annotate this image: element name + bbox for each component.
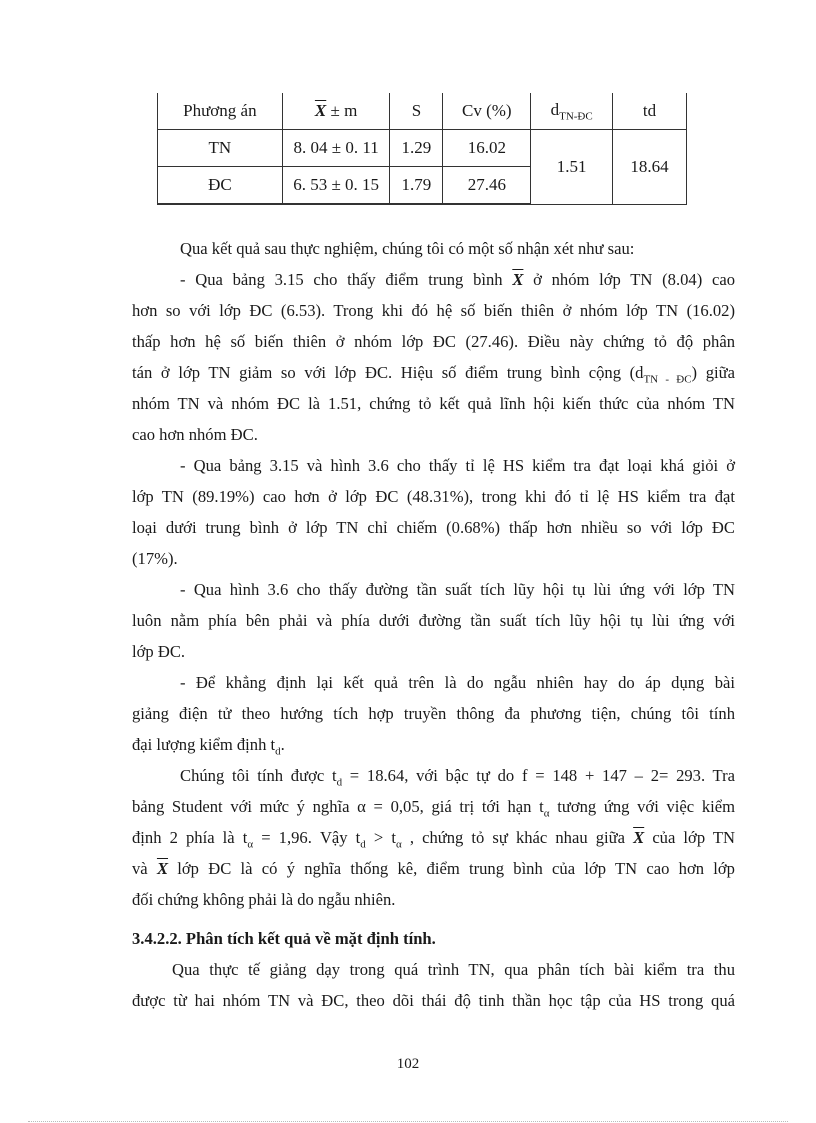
header-phuong-an: Phương án (158, 93, 283, 130)
header-d (531, 93, 613, 130)
header-mean-label: ± m (330, 101, 358, 120)
text-line: lớp ĐC. (132, 642, 186, 661)
x-bar-symbol: $\overline{X}$ (314, 101, 327, 120)
text-line: thấp hơn hệ số biến thiên ở nhóm lớp ĐC (27.46). Điều này chứng tỏ độ phân (132, 332, 735, 351)
text-span: của lớp TN (652, 828, 736, 847)
text-span: = 18.64, với bậc tự do f = 148 + 147 – 2= 293. Tra (342, 766, 735, 785)
text-line: luôn nằm phía bên phải và phía dưới đường tần suất tích lũy hội tụ lùi ứng với (132, 611, 735, 630)
header-cv: Cv (%) (443, 93, 531, 130)
header-d-subscript: TN-ĐC (559, 110, 593, 123)
text-line: (17%). (132, 549, 178, 568)
subscript: α (395, 838, 402, 851)
text-span: tán ở lớp TN giảm so với lớp ĐC. Hiệu số điểm trung bình cộng (d (132, 363, 644, 382)
text-line (132, 729, 735, 760)
text-line: cao hơn nhóm ĐC. (132, 425, 258, 444)
x-bar-symbol: $\overline{X}$ (633, 828, 645, 847)
cell-group: TN (158, 130, 283, 167)
cell-cv: 27.46 (443, 167, 531, 205)
text-line: - Qua bảng 3.15 và hình 3.6 cho thấy tỉ lệ HS kiểm tra đạt loại khá giỏi ở (180, 456, 735, 475)
page-number: 102 (396, 1056, 420, 1072)
text-line: - Qua hình 3.6 cho thấy đường tần suất tích lũy hội tụ lùi ứng với lớp TN (180, 580, 735, 599)
cell-group: ĐC (158, 167, 283, 205)
cell-mean: 6. 53 ± 0. 15 (282, 167, 390, 205)
text-line: lớp TN (89.19%) cao hơn ở lớp ĐC (48.31%), trong khi đó tỉ lệ HS kiểm tra đạt (132, 487, 735, 506)
subscript: α (247, 838, 254, 851)
cell-d-value: 1.51 (531, 130, 613, 205)
text-span: . (280, 735, 285, 754)
text-line: Qua thực tế giảng dạy trong quá trình TN, qua phân tích bài kiểm tra thu (172, 960, 735, 979)
cell-td-value: 18.64 (613, 130, 687, 205)
cell-s: 1.29 (390, 130, 443, 167)
x-bar-symbol: $\overline{X}$ (512, 270, 524, 289)
header-d-label: d (550, 99, 560, 119)
text-line (132, 791, 735, 822)
text-line (132, 822, 735, 853)
text-span: và (132, 859, 148, 878)
text-line: giảng điện tử theo hướng tích hợp truyền thông đa phương tiện, chúng tôi tính (132, 704, 735, 723)
text-span: - Qua bảng 3.15 cho thấy điểm trung bình (180, 270, 503, 289)
text-line (132, 853, 735, 884)
header-mean (282, 93, 390, 130)
text-span: ) giữa (691, 363, 735, 382)
section-heading: 3.4.2.2. Phân tích kết quả về mặt định tính. (132, 929, 436, 948)
subscript: d (336, 776, 343, 789)
cell-mean: 8. 04 ± 0. 11 (282, 130, 390, 167)
text-span: , chứng tỏ sự khác nhau giữa (401, 828, 626, 847)
text-line (132, 760, 735, 791)
text-span: định 2 phía là t (132, 828, 248, 847)
text-span: bảng Student với mức ý nghĩa α = 0,05, giá trị tới hạn t (132, 797, 544, 816)
cell-s: 1.79 (390, 167, 443, 205)
text-span: tương ứng với việc kiểm (549, 797, 735, 816)
footer-divider (28, 1121, 788, 1122)
paragraph-intro: Qua kết quả sau thực nghiệm, chúng tôi có một số nhận xét như sau: (180, 239, 635, 258)
subscript: d (275, 745, 281, 758)
text-line (132, 357, 735, 388)
text-span: Chúng tôi tính được t (180, 766, 337, 785)
text-span: = 1,96. Vậy t (253, 828, 361, 847)
text-span: lớp ĐC là có ý nghĩa thống kê, điểm trung bình của lớp TN cao hơn lớp (177, 859, 735, 878)
body-text-final (132, 954, 735, 1016)
subscript: α (543, 807, 550, 820)
text-line: - Để khẳng định lại kết quả trên là do ngẫu nhiên hay do áp dụng bài (180, 673, 735, 692)
table-row (158, 130, 687, 167)
header-s: S (390, 93, 443, 130)
text-line: loại dưới trung bình ở lớp TN chỉ chiếm (0.68%) thấp hơn nhiều so với lớp ĐC (132, 518, 735, 537)
x-bar-symbol: $\overline{X}$ (156, 859, 169, 878)
subscript: TN - ĐC (643, 373, 692, 386)
cell-cv: 16.02 (443, 130, 531, 167)
subscript: d (360, 838, 366, 851)
text-line: nhóm TN và nhóm ĐC là 1.51, chứng tỏ kết quả lĩnh hội kiến thức của nhóm TN (132, 394, 735, 413)
text-line: hơn so với lớp ĐC (6.53). Trong khi đó hệ số biến thiên ở nhóm lớp TN (16.02) (132, 301, 735, 320)
table-header-row (158, 93, 687, 130)
statistics-table (157, 93, 687, 205)
text-span: ở nhóm lớp TN (8.04) cao (533, 270, 735, 289)
text-line: đối chứng không phải là do ngẫu nhiên. (132, 890, 396, 909)
body-text (132, 233, 735, 915)
text-line (132, 264, 735, 295)
text-span: đại lượng kiểm định t (132, 735, 276, 754)
header-td: td (613, 93, 687, 130)
text-span: > t (365, 828, 396, 847)
text-line: được từ hai nhóm TN và ĐC, theo dõi thái độ tinh thần học tập của HS trong quá (132, 991, 735, 1010)
